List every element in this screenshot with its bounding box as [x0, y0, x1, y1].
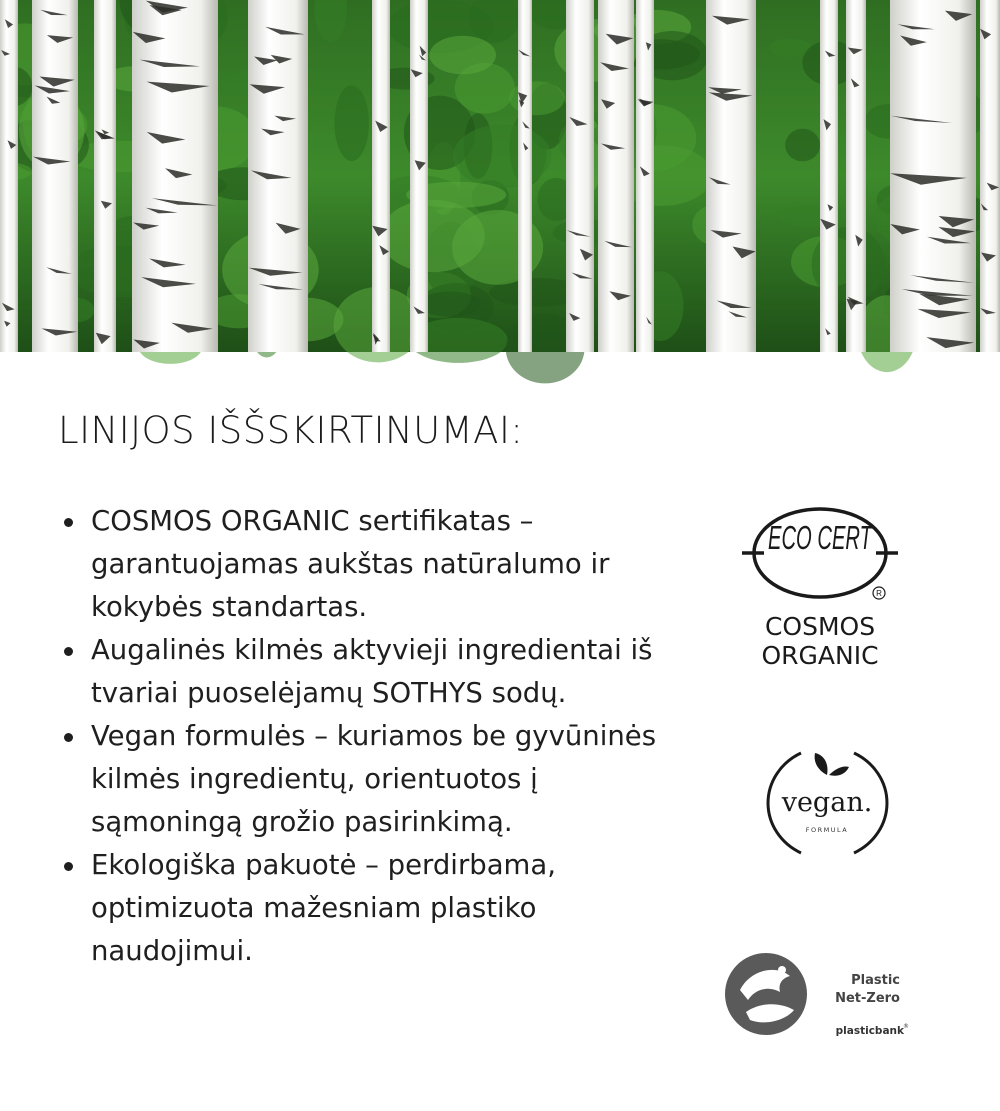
birch-trunk [0, 0, 18, 352]
birch-forest-image [0, 0, 1000, 352]
birch-forest-banner [0, 0, 1000, 352]
vegan-formula-badge [755, 735, 900, 865]
feature-list [58, 500, 678, 973]
birch-trunk [518, 0, 532, 352]
leaf-icon [829, 766, 849, 775]
plasticbank-brand: plasticbank [835, 1025, 904, 1037]
ecocert-line2: ORGANIC [761, 641, 879, 670]
svg-text:R: R [876, 589, 882, 598]
ecocert-logo-text: ECO CERT [768, 519, 874, 556]
birch-trunk [636, 0, 654, 352]
plastic-line1: Plastic [851, 973, 900, 988]
plasticbank-logo-icon [725, 953, 807, 1035]
birch-trunk [706, 0, 756, 352]
page-title: LINIJOS IŠŠSKIRTINUMAI: [58, 409, 524, 452]
list-item: Augalinės kilmės aktyvieji ingredientai iš tvariai puoselėjamų SOTHYS sodų. [58, 629, 678, 715]
birch-trunk [846, 0, 866, 352]
leaf-icon [815, 753, 828, 775]
birch-trunk [372, 0, 390, 352]
ecocert-cosmos-organic-badge [740, 505, 900, 675]
vegan-logo-text: vegan. [781, 787, 873, 818]
list-item: Ekologiška pakuotė – perdirbama, optimizuota mažesniam plastiko naudojimui. [58, 844, 678, 973]
plastic-line2: Net-Zero [835, 991, 900, 1006]
birch-trunk [410, 0, 428, 352]
birch-trunk [132, 0, 218, 352]
birch-trunk [94, 0, 116, 352]
svg-text:®: ® [903, 1023, 909, 1030]
list-item: COSMOS ORGANIC sertifikatas – garantuojamas aukštas natūralumo ir kokybės standartas. [58, 500, 678, 629]
birch-trunk [598, 0, 634, 352]
birch-trunk [820, 0, 838, 352]
vegan-sub-text: FORMULA [805, 826, 849, 834]
birch-trunk [248, 0, 308, 352]
list-item: Vegan formulės – kuriamos be gyvūninės kilmės ingredientų, orientuotos į sąmoningą grožio pasirinkimą. [58, 715, 678, 844]
birch-trunk [566, 0, 594, 352]
plasticbank-net-zero-badge [720, 940, 920, 1045]
birch-trunk [890, 0, 976, 352]
ecocert-line1: COSMOS [764, 612, 876, 641]
birch-trunk [32, 0, 78, 352]
birch-trunk [980, 0, 1000, 352]
